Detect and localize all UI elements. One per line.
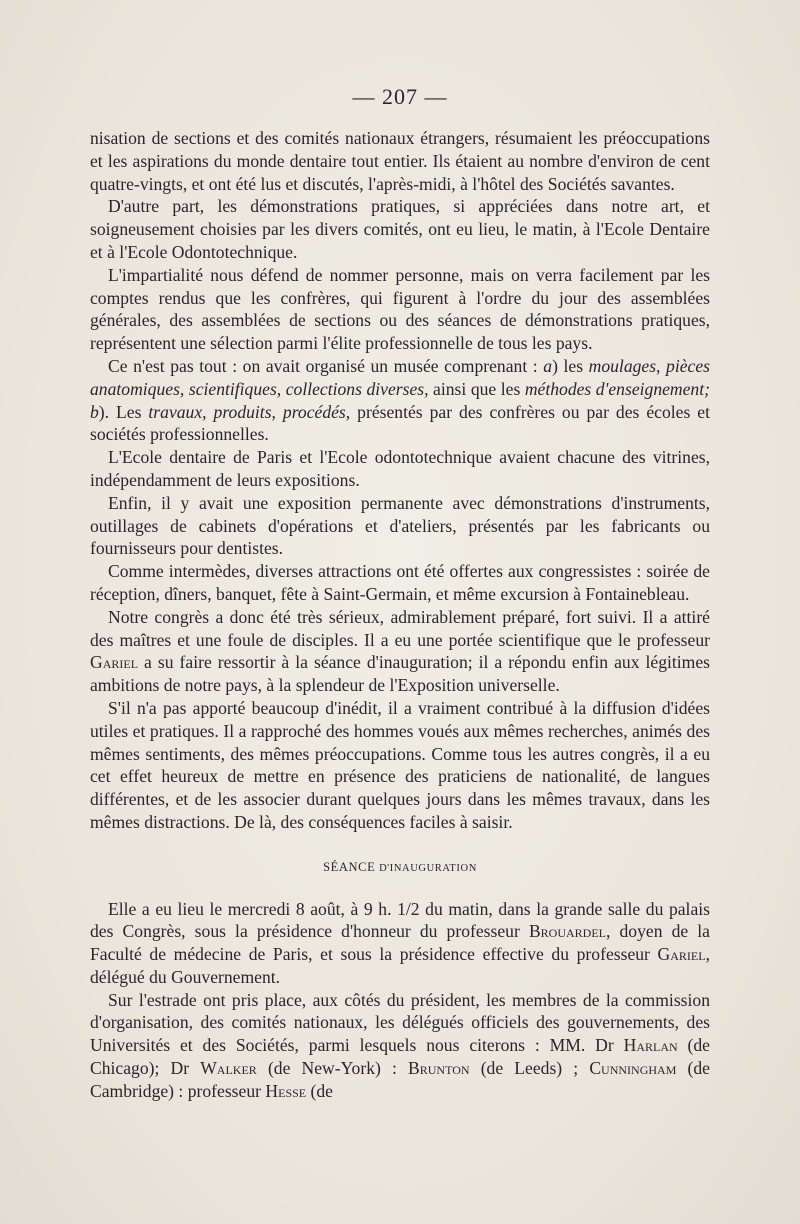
- paragraph: L'impartialité nous défend de nommer personne, mais on verra facilement par les comptes rendus que les confrères, qui figurent à l'ordre du jour des assemblées générales, des assemblées de sections ou des séances de démonstrations pratiques, représentent une sélection parmi l'élite professionnelle de tous les pays.: [90, 264, 710, 354]
- section-heading: SÉANCE D'INAUGURATION: [323, 859, 477, 874]
- paragraph: S'il n'a pas apporté beaucoup d'inédit, il a vraiment contribué à la diffusion d'idées utiles et pratiques. Il a rapproché des hommes voués aux mêmes recherches, animés des mêmes sentiments, des mêmes préoccupations. Comme tous les autres congrès, il a eu cet effet heureux de mettre en présence des praticiens de nationalité, de langues différentes, et de les associer durant quelques jours dans les mêmes travaux, dans les mêmes distractions. De là, des conséquences faciles à saisir.: [90, 697, 710, 832]
- paragraph: Comme intermèdes, diverses attractions ont été offertes aux congressistes : soirée de réception, dîners, banquet, fête à Saint-Germain, et même excursion à Fontainebleau.: [90, 561, 710, 604]
- body-text: [90, 127, 710, 1103]
- page-number: — 207 —: [352, 84, 448, 109]
- name-walker: Walker: [200, 1058, 257, 1079]
- paragraph-lieu: Elle a eu lieu le mercredi 8 août, à 9 h. 1/2 du matin, dans la grande salle du palais des Congrès, sous la présidence d'honneur du professeur Brouardel, doyen de la Faculté de médecine de Paris, et sous la présidence effective du professeur Gariel, délégué du Gouvernement.: [90, 898, 710, 987]
- paragraph-musee: Ce n'est pas tout : on avait organisé un musée comprenant : a) les moulages, pièces anatomiques, scientifiques, collections diverses, ainsi que les méthodes d'enseignement; b). Les travaux, produits, procédés, présentés par des confrères ou par des écoles et sociétés professionnelles.: [90, 355, 710, 445]
- name-cunningham: Cunningham: [589, 1058, 677, 1079]
- paragraph-estrade: Sur l'estrade ont pris place, aux côtés du président, les membres de la commission d'organisation, des comités nationaux, les délégués officiels des gouvernements, des Universités et des Sociétés, parmi lesquels nous citerons : MM. Dr Harlan (de Chicago); Dr Walker (de New-York) : Brunton (de Leeds) ; Cunningham (de Cambridge) : professeur Hesse (de: [90, 989, 710, 1101]
- paragraph: D'autre part, les démonstrations pratiques, si appréciées dans notre art, et soigneusement choisies par les divers comités, ont eu lieu, le matin, à l'Ecole Dentaire et à l'Ecole Odontotechnique.: [90, 196, 710, 262]
- name-hesse: Hesse: [265, 1080, 307, 1101]
- paragraph-congres: Notre congrès a donc été très sérieux, admirablement préparé, fort suivi. Il a attiré des maîtres et une foule de disciples. Il a eu une portée scientifique que le professeur Gariel a su faire ressortir à la séance d'inauguration; il a répondu enfin aux légitimes ambitions de notre pays, à la splendeur de l'Exposition universelle.: [90, 606, 710, 696]
- paragraph: nisation de sections et des comités nationaux étrangers, résumaient les préoccupations et les aspirations du monde dentaire tout entier. Ils étaient au nombre d'environ de cent quatre-vingts, et ont été lus et discutés, l'après-midi, à l'hôtel des Sociétés savantes.: [90, 128, 710, 194]
- name-harlan: Harlan: [623, 1035, 678, 1056]
- name-brunton: Brunton: [408, 1058, 470, 1079]
- name-brouardel: Brouardel: [528, 921, 607, 942]
- name-gariel: Gariel: [657, 944, 706, 965]
- paragraph: L'Ecole dentaire de Paris et l'Ecole odontotechnique avaient chacune des vitrines, indépendamment de leurs expositions.: [90, 447, 710, 490]
- paragraph: Enfin, il y avait une exposition permanente avec démonstrations d'instruments, outillages de cabinets d'opérations et d'ateliers, présentés par les fabricants ou fournisseurs pour dentistes.: [90, 492, 710, 559]
- name-gariel: Gariel: [90, 652, 139, 673]
